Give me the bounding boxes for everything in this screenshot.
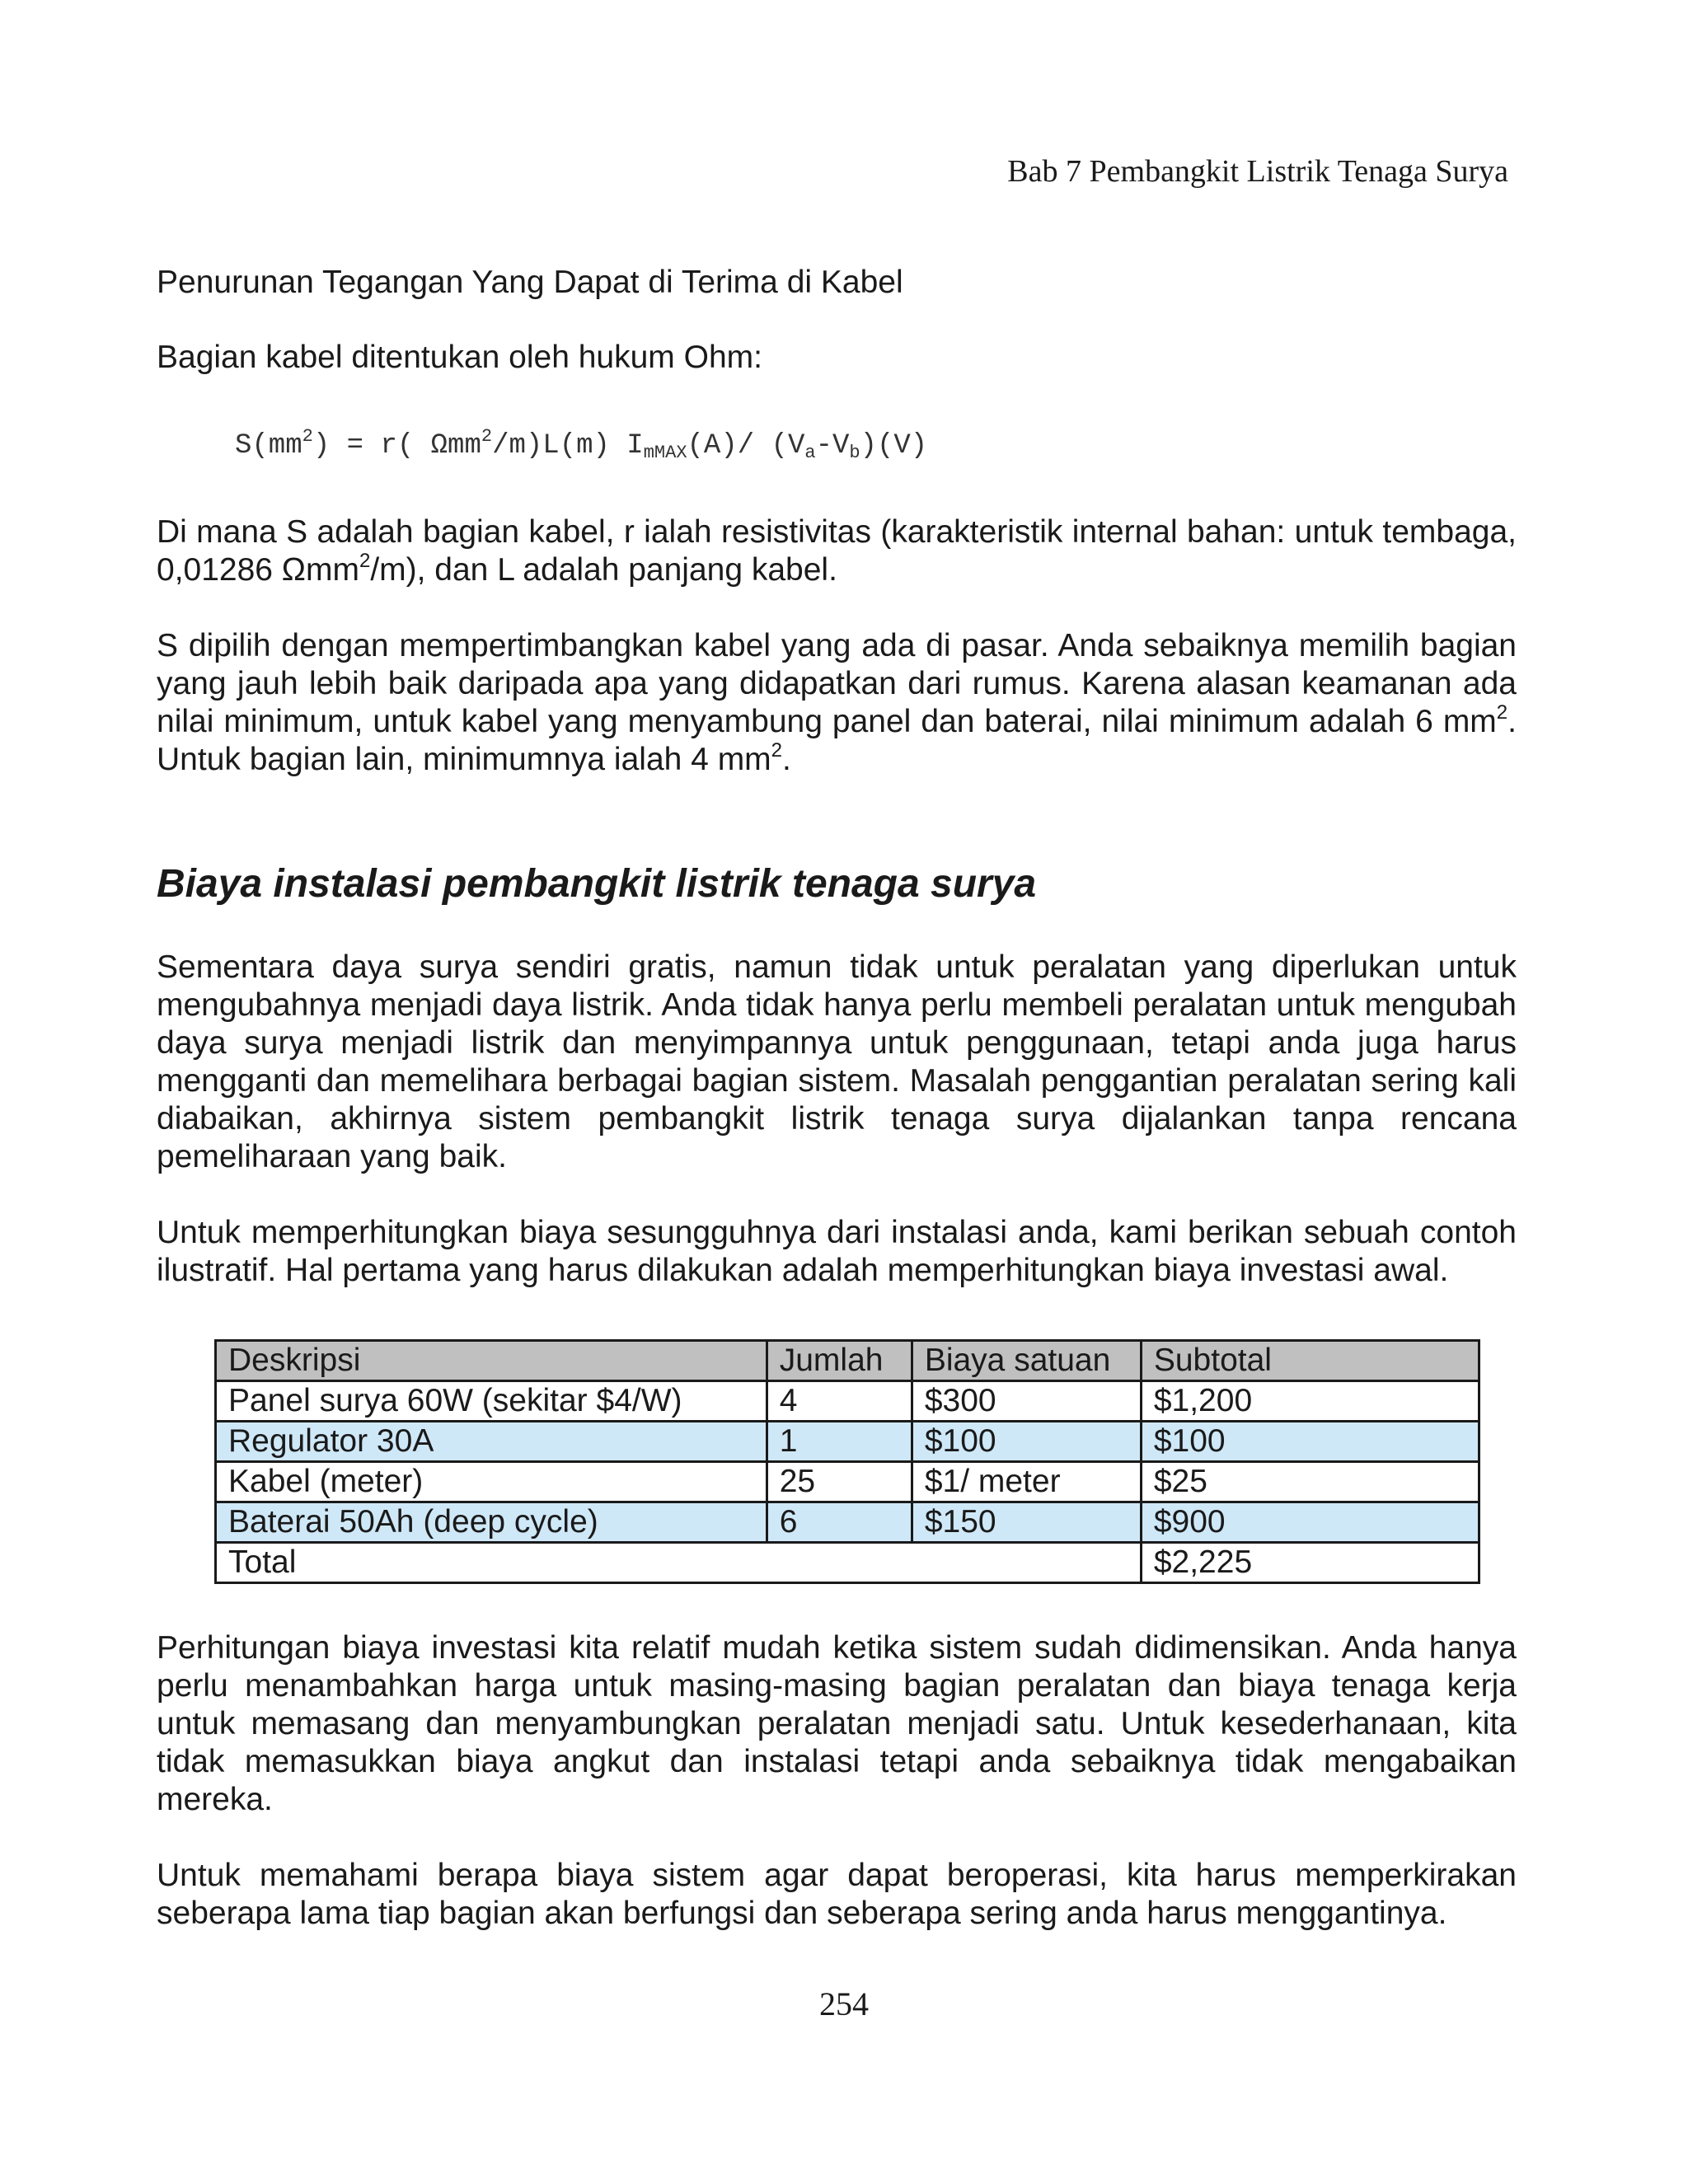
section-heading: Biaya instalasi pembangkit listrik tenaga surya xyxy=(157,862,1037,906)
table-cell: 25 xyxy=(767,1462,912,1502)
formula-part: ) = r( Ωmm xyxy=(312,430,481,462)
table-row xyxy=(216,1422,1479,1462)
table-row xyxy=(216,1381,1479,1422)
superscript: 2 xyxy=(359,550,371,572)
table-cell: $100 xyxy=(1141,1422,1479,1462)
table-cell: 1 xyxy=(767,1422,912,1462)
running-header: Bab 7 Pembangkit Listrik Tenaga Surya xyxy=(1007,154,1508,189)
table-cell: $300 xyxy=(912,1381,1141,1422)
formula-superscript: 2 xyxy=(302,426,313,447)
table-cell: $900 xyxy=(1141,1502,1479,1543)
page-content xyxy=(157,264,1517,1933)
superscript: 2 xyxy=(771,739,783,762)
table-cell: $25 xyxy=(1141,1462,1479,1502)
section-subtitle: Penurunan Tegangan Yang Dapat di Terima di Kabel xyxy=(157,265,903,300)
table-header-cell: Biaya satuan xyxy=(912,1341,1141,1381)
table-header-cell: Subtotal xyxy=(1141,1341,1479,1381)
total-value: $2,225 xyxy=(1141,1543,1479,1583)
formula-subscript: mMAX xyxy=(643,443,687,463)
table-header-cell: Jumlah xyxy=(767,1341,912,1381)
formula-part: )(V) xyxy=(860,430,928,462)
ohm-formula xyxy=(235,418,1517,472)
table-cell: 6 xyxy=(767,1502,912,1543)
paragraph-operation: Untuk memahami berapa biaya sistem agar dapat beroperasi, kita harus memperkirakan seberapa lama tiap bagian akan berfungsi dan seberapa sering anda harus menggantinya. xyxy=(157,1858,1517,1931)
table-cell: $150 xyxy=(912,1502,1141,1543)
formula-superscript: 2 xyxy=(481,426,493,447)
formula-part: /m)L(m) I xyxy=(492,430,644,462)
formula-part: (A)/ (V xyxy=(687,430,805,462)
text-run: . xyxy=(782,742,791,777)
text-run: . Untuk bagian lain, minimumnya ialah 4 mm xyxy=(157,704,1517,777)
paragraph-illustrative: Untuk memperhitungkan biaya sesungguhnya dari instalasi anda, kami berikan sebuah contoh ilustratif. Hal pertama yang harus dilakukan adalah memperhitungkan biaya investasi awal. xyxy=(157,1215,1517,1288)
formula-intro: Bagian kabel ditentukan oleh hukum Ohm: xyxy=(157,340,762,375)
cost-table xyxy=(214,1339,1480,1584)
total-label: Total xyxy=(216,1543,1142,1583)
text-run: S dipilih dengan mempertimbangkan kabel yang ada di pasar. Anda sebaiknya memilih bagian yang jauh lebih baik daripada apa yang didapatkan dari rumus. Karena alasan keamanan ada nilai minimum, untuk kabel yang menyambung panel dan baterai, nilai minimum adalah 6 mm xyxy=(157,628,1517,739)
table-total-row xyxy=(216,1543,1479,1583)
formula-part: -V xyxy=(815,430,850,462)
table-cell: Panel surya 60W (sekitar $4/W) xyxy=(216,1381,767,1422)
table-header-row xyxy=(216,1341,1479,1381)
page-number: 254 xyxy=(819,1985,869,2022)
table-row xyxy=(216,1462,1479,1502)
table-cell: $100 xyxy=(912,1422,1141,1462)
superscript: 2 xyxy=(1496,701,1508,724)
table-cell: Baterai 50Ah (deep cycle) xyxy=(216,1502,767,1543)
formula-part: S(mm xyxy=(235,430,302,462)
paragraph-intro-cost: Sementara daya surya sendiri gratis, namun tidak untuk peralatan yang diperlukan untuk mengubahnya menjadi daya listrik. Anda tidak hanya perlu membeli peralatan untuk mengubah daya surya menjadi listrik dan menyimpannya untuk penggunaan, tetapi anda juga harus mengganti dan memelihara berbagai bagian sistem. Masalah penggantian peralatan sering kali diabaikan, akhirnya sistem pembangkit listrik tenaga surya dijalankan tanpa rencana pemeliharaan yang baik. xyxy=(157,949,1517,1174)
table-cell: Regulator 30A xyxy=(216,1422,767,1462)
table-header-cell: Deskripsi xyxy=(216,1341,767,1381)
table-cell: 4 xyxy=(767,1381,912,1422)
table-row xyxy=(216,1502,1479,1543)
formula-subscript: a xyxy=(804,443,816,463)
paragraph-cable-selection xyxy=(157,627,1517,779)
paragraph-resistivity xyxy=(157,513,1517,589)
table-cell: $1,200 xyxy=(1141,1381,1479,1422)
paragraph-investment: Perhitungan biaya investasi kita relatif mudah ketika sistem sudah didimensikan. Anda hanya perlu menambahkan harga untuk masing-masing bagian peralatan dan biaya tenaga kerja untuk memasang dan menyambungkan peralatan menjadi satu. Untuk kesederhanaan, kita tidak memasukkan biaya angkut dan instalasi tetapi anda sebaiknya tidak mengabaikan mereka. xyxy=(157,1630,1517,1817)
text-run: Di mana S adalah bagian kabel, r ialah resistivitas (karakteristik internal bahan: untuk tembaga, 0,01286 Ωmm xyxy=(157,514,1517,588)
text-run: /m), dan L adalah panjang kabel. xyxy=(370,552,837,588)
table-cell: Kabel (meter) xyxy=(216,1462,767,1502)
table-cell: $1/ meter xyxy=(912,1462,1141,1502)
formula-subscript: b xyxy=(849,443,860,463)
